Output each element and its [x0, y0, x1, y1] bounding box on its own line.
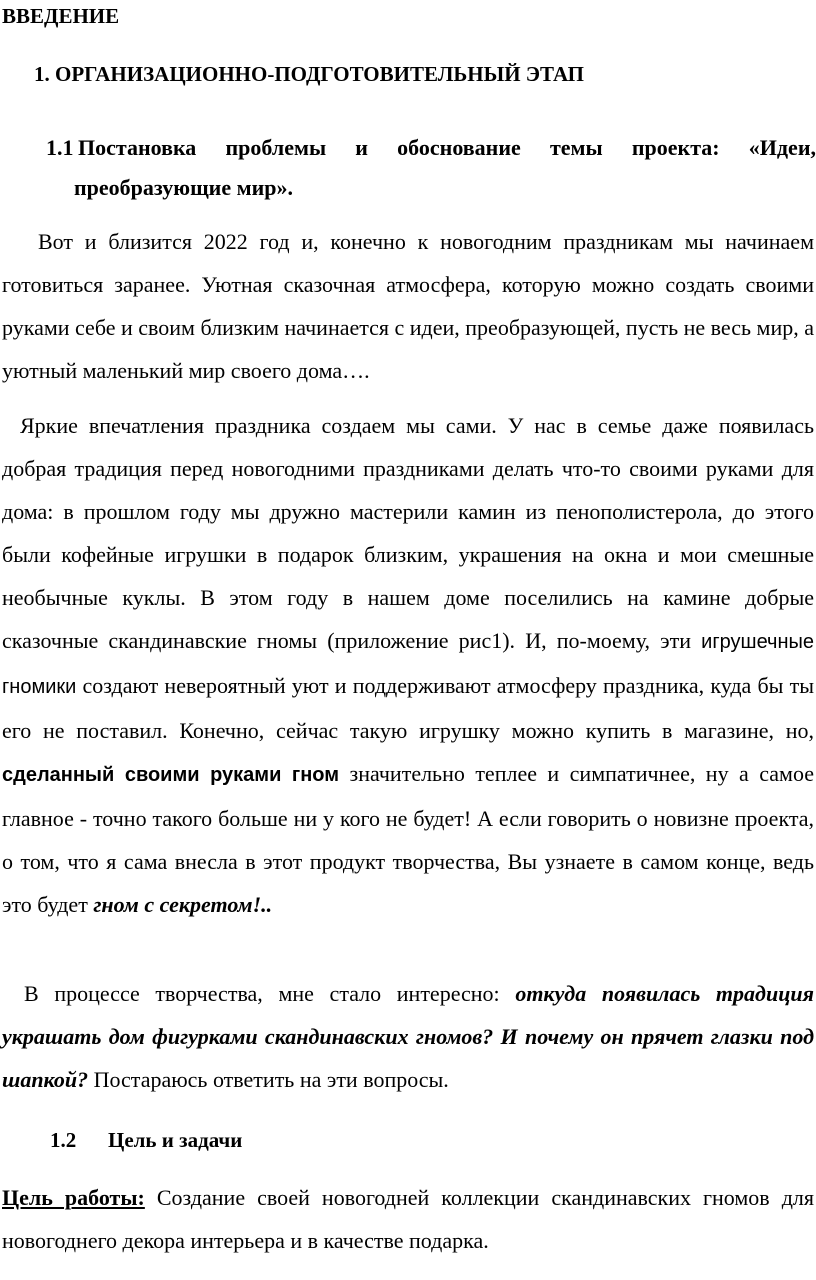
- heading-section-1-2: [50, 1128, 242, 1153]
- paragraph-2-text-2: создают невероятный уют и поддерживают атмосферу праздника, куда бы ты его не поставил. Конечно, сейчас такую игрушку можно купить в магазине, но,: [2, 673, 814, 743]
- paragraph-3-question: откуда появилась традиция украшать дом фигурками скандинавских гномов? И почему он прячет глазки под шапкой?: [2, 981, 814, 1092]
- goal-label: Цель работы:: [2, 1185, 145, 1210]
- paragraph-2-text-3: значительно теплее и симпатичнее, ну а самое главное - точно такого больше ни у кого не будет! А если говорить о новизне проекта, о том, что я сама внесла в этот продукт творчества, Вы узнаете в самом конце, ведь это будет: [2, 761, 815, 917]
- paragraph-3-text-1: В процессе творчества, мне стало интересно:: [24, 981, 516, 1006]
- paragraph-3-text-2: Постараюсь ответить на эти вопросы.: [88, 1067, 449, 1092]
- section-1-2-title: Цель и задачи: [108, 1128, 243, 1152]
- paragraph-2-bold-phrase: сделанный своими руками гном: [2, 764, 340, 786]
- section-1-1-title-line2: преобразующие мир».: [74, 175, 294, 200]
- paragraph-2-bold-italic: гном с секретом!..: [93, 892, 273, 917]
- paragraph-2: [2, 404, 814, 926]
- paragraph-3: [2, 972, 814, 1101]
- heading-section-1: 1. ОРГАНИЗАЦИОННО-ПОДГОТОВИТЕЛЬНЫЙ ЭТАП: [34, 62, 584, 86]
- paragraph-1: Вот и близится 2022 год и, конечно к новогодним праздникам мы начинаем готовиться заранее. Уютная сказочная атмосфера, которую можно создать своими руками себе и своим близким начинается с идеи, преобразующей, пусть не весь мир, а уютный маленький мир своего дома….: [2, 229, 814, 383]
- heading-intro: ВВЕДЕНИЕ: [2, 4, 120, 28]
- heading-section-1-1: [46, 128, 816, 208]
- section-1-2-number: 1.2: [50, 1128, 77, 1152]
- goal-text: Создание своей новогодней коллекции скандинавских гномов для новогоднего декора интерьера и в качестве подарка.: [2, 1185, 814, 1253]
- section-1-1-number: 1.1: [46, 135, 74, 160]
- paragraph-2-text-1: Яркие впечатления праздника создаем мы сами. У нас в семье даже появилась добрая традиция перед новогодними праздниками делать что-то своими руками для дома: в прошлом году мы дружно мастерили камин из пенополистерола, до этого были кофейные игрушки в подарок близким, украшения на окна и мои смешные необычные куклы. В этом году в нашем доме поселились на камине добрые сказочные скандинавские гномы (приложение рис1). И, по-моему, эти: [2, 413, 814, 653]
- paragraph-2-sans-phrase: игрушечные гномики: [2, 631, 814, 698]
- section-1-1-title-line1: Постановка проблемы и обоснование темы проекта: «Идеи,: [78, 135, 816, 160]
- goal-paragraph: [2, 1176, 814, 1262]
